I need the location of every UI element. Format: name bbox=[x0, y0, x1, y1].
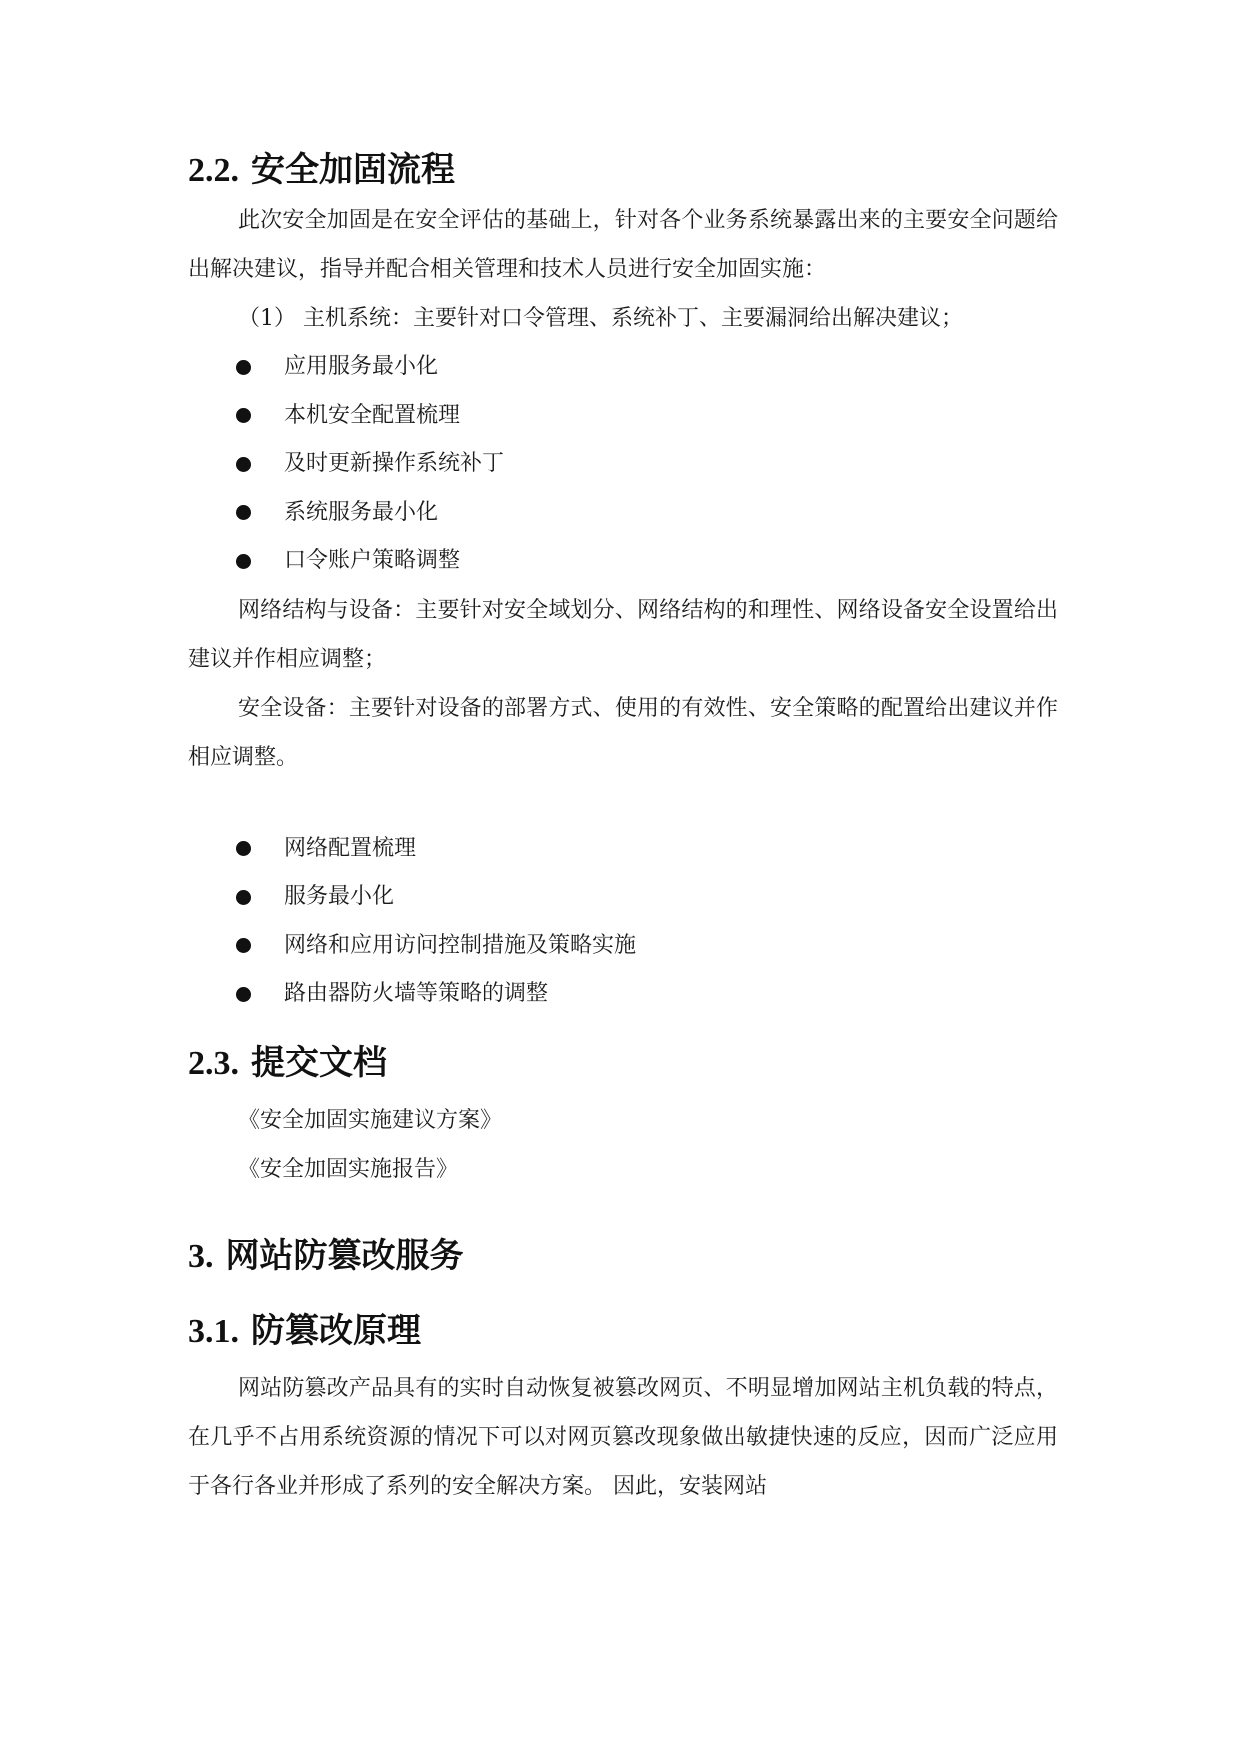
heading-2-3-number: 2.3. bbox=[188, 1044, 239, 1082]
list-item bbox=[188, 970, 1058, 1019]
list-item bbox=[188, 440, 1058, 489]
list-item bbox=[188, 392, 1058, 441]
bullet-icon bbox=[236, 505, 251, 520]
host-bullet-list bbox=[188, 343, 1058, 586]
bullet-icon bbox=[236, 408, 251, 423]
heading-2-2-title: 安全加固流程 bbox=[251, 150, 455, 190]
list-item-text: 口令账户策略调整 bbox=[284, 548, 461, 573]
heading-2-2 bbox=[188, 148, 1058, 193]
host-system-item: （1） 主机系统：主要针对口令管理、系统补丁、主要漏洞给出解决建议； bbox=[238, 306, 963, 331]
list-item bbox=[188, 922, 1058, 971]
list-item-text: 系统服务最小化 bbox=[284, 499, 439, 525]
network-paragraph: 网络结构与设备：主要针对安全域划分、网络结构的和理性、网络设备安全设置给出建议并作相应调整； bbox=[188, 597, 1058, 672]
heading-2-3 bbox=[188, 1041, 1058, 1086]
heading-3-1-title: 防篡改原理 bbox=[251, 1310, 421, 1351]
heading-3-title: 网站防篡改服务 bbox=[225, 1235, 464, 1276]
network-bullet-list bbox=[188, 825, 1058, 1019]
page-content bbox=[188, 148, 1058, 1511]
heading-3-1-number: 3.1. bbox=[188, 1312, 239, 1350]
heading-3-1 bbox=[188, 1309, 1058, 1354]
bullet-icon bbox=[236, 938, 251, 953]
bullet-icon bbox=[236, 360, 251, 375]
bullet-icon bbox=[236, 841, 251, 856]
bullet-icon bbox=[236, 890, 251, 905]
bullet-icon bbox=[236, 554, 251, 569]
bullet-icon bbox=[236, 987, 251, 1002]
document-item: 《安全加固实施建议方案》 bbox=[238, 1107, 503, 1133]
list-item-text: 网络配置梳理 bbox=[284, 835, 417, 861]
spacer bbox=[188, 782, 1058, 825]
list-item-text: 网络和应用访问控制措施及策略实施 bbox=[284, 932, 637, 958]
list-item-text: 本机安全配置梳理 bbox=[284, 402, 461, 428]
heading-2-3-title: 提交文档 bbox=[251, 1042, 387, 1083]
document-list bbox=[188, 1096, 1058, 1194]
list-item-text: 服务最小化 bbox=[284, 884, 395, 909]
intro-paragraph: 此次安全加固是在安全评估的基础上，针对各个业务系统暴露出来的主要安全问题给出解决建议，指导并配合相关管理和技术人员进行安全加固实施： bbox=[188, 208, 1058, 282]
heading-3 bbox=[188, 1234, 1058, 1279]
anti-tamper-paragraph: 网站防篡改产品具有的实时自动恢复被篡改网页、不明显增加网站主机负载的特点，在几乎不占用系统资源的情况下可以对网页篡改现象做出敏捷快速的反应，因而广泛应用于各行各业并形成了系列的安全解决方案。 因此，安装网站 bbox=[188, 1375, 1058, 1499]
heading-2-2-number: 2.2. bbox=[188, 152, 239, 189]
document-item: 《安全加固实施报告》 bbox=[238, 1156, 459, 1182]
list-item-text: 应用服务最小化 bbox=[284, 354, 439, 379]
list-item bbox=[188, 825, 1058, 874]
list-item bbox=[188, 489, 1058, 538]
list-item-text: 及时更新操作系统补丁 bbox=[284, 451, 505, 476]
security-device-paragraph: 安全设备：主要针对设备的部署方式、使用的有效性、安全策略的配置给出建议并作相应调整。 bbox=[188, 695, 1058, 770]
list-item-text: 路由器防火墙等策略的调整 bbox=[284, 981, 549, 1006]
heading-3-number: 3. bbox=[188, 1237, 214, 1275]
bullet-icon bbox=[236, 457, 251, 472]
list-item bbox=[188, 537, 1058, 586]
list-item bbox=[188, 343, 1058, 392]
list-item bbox=[188, 873, 1058, 922]
